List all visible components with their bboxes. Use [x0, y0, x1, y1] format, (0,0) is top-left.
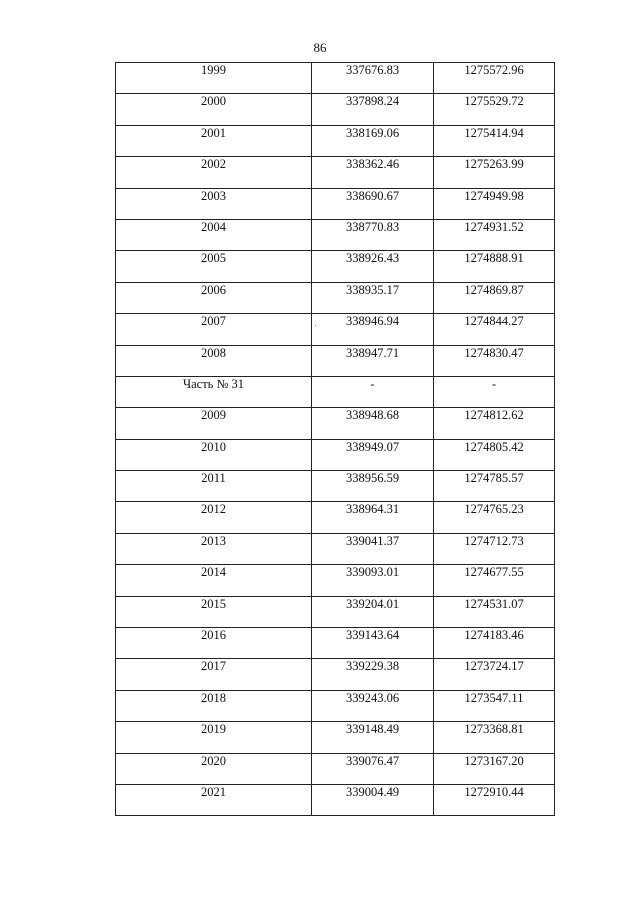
x-coordinate-cell: 338948.68	[312, 408, 434, 439]
table-row	[116, 690, 555, 721]
x-coordinate-cell: -	[312, 376, 434, 407]
x-coordinate-cell: 338362.46	[312, 157, 434, 188]
point-cell: 2003	[116, 188, 312, 219]
y-coordinate-cell: 1274869.87	[434, 282, 555, 313]
y-coordinate-cell: 1274183.46	[434, 628, 555, 659]
point-cell: 1999	[116, 63, 312, 94]
table-row	[116, 408, 555, 439]
y-coordinate-cell: 1274677.55	[434, 565, 555, 596]
y-coordinate-cell: 1274712.73	[434, 533, 555, 564]
point-cell: 2009	[116, 408, 312, 439]
x-coordinate-cell: 338956.59	[312, 471, 434, 502]
table-row	[116, 596, 555, 627]
point-cell: 2001	[116, 125, 312, 156]
table-row	[116, 157, 555, 188]
table-row	[116, 439, 555, 470]
y-coordinate-cell: 1275263.99	[434, 157, 555, 188]
table-row	[116, 94, 555, 125]
y-coordinate-cell: 1273368.81	[434, 722, 555, 753]
y-coordinate-cell: 1275529.72	[434, 94, 555, 125]
table-row	[116, 251, 555, 282]
x-coordinate-cell: 337676.83	[312, 63, 434, 94]
table-row	[116, 314, 555, 345]
point-cell: 2000	[116, 94, 312, 125]
x-coordinate-cell: 339229.38	[312, 659, 434, 690]
x-coordinate-cell: 338690.67	[312, 188, 434, 219]
point-cell: 2018	[116, 690, 312, 721]
x-coordinate-cell: 338949.07	[312, 439, 434, 470]
point-cell: 2021	[116, 784, 312, 815]
coordinates-table-body	[116, 63, 555, 816]
point-cell: 2017	[116, 659, 312, 690]
y-coordinate-cell: 1272910.44	[434, 784, 555, 815]
y-coordinate-cell: 1273724.17	[434, 659, 555, 690]
y-coordinate-cell: 1275572.96	[434, 63, 555, 94]
y-coordinate-cell: 1274931.52	[434, 219, 555, 250]
x-coordinate-cell: 339093.01	[312, 565, 434, 596]
point-cell: 2005	[116, 251, 312, 282]
point-cell: 2008	[116, 345, 312, 376]
point-cell: 2011	[116, 471, 312, 502]
page-number: 86	[313, 40, 327, 55]
table-row	[116, 533, 555, 564]
table-row	[116, 565, 555, 596]
y-coordinate-cell: 1274765.23	[434, 502, 555, 533]
x-coordinate-cell: 339143.64	[312, 628, 434, 659]
point-cell: Часть № 31	[116, 376, 312, 407]
x-coordinate-cell: 339204.01	[312, 596, 434, 627]
point-cell: 2020	[116, 753, 312, 784]
y-coordinate-cell: 1274844.27	[434, 314, 555, 345]
point-cell: 2019	[116, 722, 312, 753]
x-coordinate-cell: 338770.83	[312, 219, 434, 250]
point-cell: 2014	[116, 565, 312, 596]
x-coordinate-cell: 338947.71	[312, 345, 434, 376]
point-cell: 2007	[116, 314, 312, 345]
point-cell: 2010	[116, 439, 312, 470]
point-cell: 2004	[116, 219, 312, 250]
x-coordinate-cell: 338926.43	[312, 251, 434, 282]
point-cell: 2016	[116, 628, 312, 659]
point-cell: 2012	[116, 502, 312, 533]
y-coordinate-cell: 1275414.94	[434, 125, 555, 156]
y-coordinate-cell: 1273547.11	[434, 690, 555, 721]
y-coordinate-cell: 1273167.20	[434, 753, 555, 784]
table-row	[116, 659, 555, 690]
x-coordinate-cell: 339041.37	[312, 533, 434, 564]
x-coordinate-cell: 339243.06	[312, 690, 434, 721]
table-row	[116, 628, 555, 659]
x-coordinate-cell: 339076.47	[312, 753, 434, 784]
table-row	[116, 219, 555, 250]
x-coordinate-cell: 337898.24	[312, 94, 434, 125]
table-row	[116, 753, 555, 784]
scan-speck	[315, 325, 316, 326]
x-coordinate-cell: 338946.94	[312, 314, 434, 345]
y-coordinate-cell: 1274830.47	[434, 345, 555, 376]
y-coordinate-cell: -	[434, 376, 555, 407]
y-coordinate-cell: 1274785.57	[434, 471, 555, 502]
y-coordinate-cell: 1274805.42	[434, 439, 555, 470]
table-row	[116, 784, 555, 815]
coordinates-table	[115, 62, 555, 816]
table-row	[116, 188, 555, 219]
y-coordinate-cell: 1274949.98	[434, 188, 555, 219]
y-coordinate-cell: 1274812.62	[434, 408, 555, 439]
table-row	[116, 471, 555, 502]
table-row	[116, 63, 555, 94]
table-row	[116, 282, 555, 313]
table-row	[116, 345, 555, 376]
point-cell: 2002	[116, 157, 312, 188]
point-cell: 2006	[116, 282, 312, 313]
y-coordinate-cell: 1274888.91	[434, 251, 555, 282]
x-coordinate-cell: 339004.49	[312, 784, 434, 815]
x-coordinate-cell: 338169.06	[312, 125, 434, 156]
table-row	[116, 722, 555, 753]
table-row	[116, 502, 555, 533]
x-coordinate-cell: 338935.17	[312, 282, 434, 313]
point-cell: 2013	[116, 533, 312, 564]
point-cell: 2015	[116, 596, 312, 627]
x-coordinate-cell: 339148.49	[312, 722, 434, 753]
x-coordinate-cell: 338964.31	[312, 502, 434, 533]
y-coordinate-cell: 1274531.07	[434, 596, 555, 627]
table-row	[116, 376, 555, 407]
table-row	[116, 125, 555, 156]
